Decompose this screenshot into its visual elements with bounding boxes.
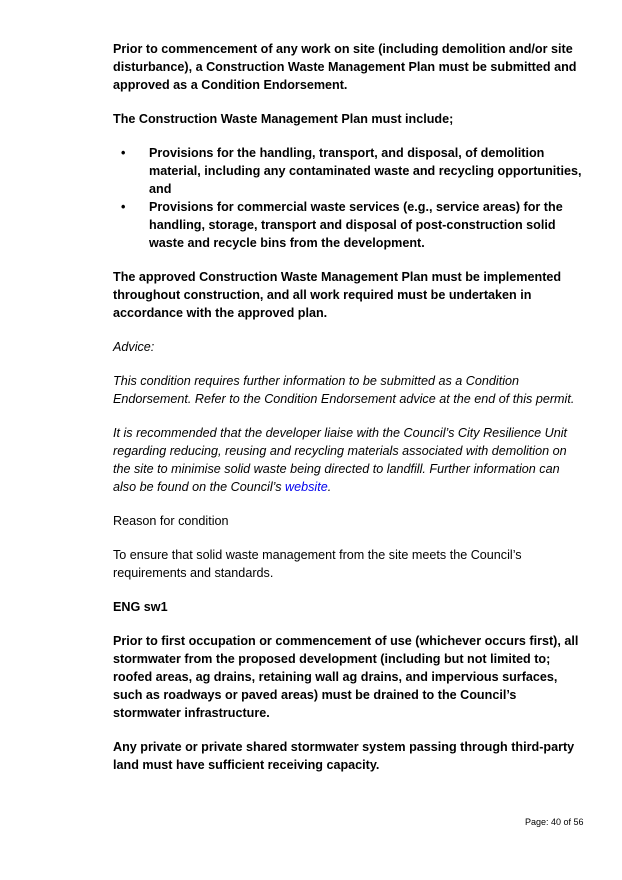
reason-paragraph: To ensure that solid waste management from the site meets the Council’s requirements and standards. — [113, 548, 522, 580]
recommendation-text: It is recommended that the developer liaise with the Council’s City Resilience Unit regarding reducing, reusing and recycling materials associated with demolition on the site to minimise solid waste being directed to landfill. Further information can also be found on the Council’s — [113, 426, 568, 494]
list-item-text: Provisions for the handling, transport, and disposal, of demolition material, including any contaminated waste and recycling opportunities, and — [149, 146, 582, 196]
website-link[interactable]: website — [285, 480, 328, 494]
list-item — [113, 198, 583, 252]
stormwater-paragraph: Prior to first occupation or commencement of use (whichever occurs first), all stormwater from the proposed development (including but not limited to; roofed areas, ag drains, retaining wall ag drains, and impervious surfaces, such as roadways or paved areas) must be drained to the Council’s stormwater infrastructure. — [113, 634, 579, 720]
reason-label: Reason for condition — [113, 514, 229, 528]
condition-intro-paragraph: Prior to commencement of any work on site (including demolition and/or site disturbance), a Construction Waste Management Plan must be submitted and approved as a Condition Endorsement. — [113, 42, 577, 92]
requirements-list — [113, 144, 583, 252]
advice-label: Advice: — [113, 340, 155, 354]
document-body — [113, 40, 583, 790]
third-party-paragraph: Any private or private shared stormwater system passing through third-party land must have sufficient receiving capacity. — [113, 740, 575, 772]
bullet-icon: • — [121, 200, 126, 214]
page-number: Page: 40 of 56 — [525, 817, 584, 827]
section-heading: ENG sw1 — [113, 600, 168, 614]
recommendation-end: . — [327, 480, 332, 494]
bullet-icon: • — [121, 146, 126, 160]
advice-paragraph: This condition requires further information to be submitted as a Condition Endorsement. Refer to the Condition Endorsement advice at the end of this permit. — [113, 374, 575, 406]
implementation-paragraph: The approved Construction Waste Management Plan must be implemented throughout construction, and all work required must be undertaken in accordance with the approved plan. — [113, 270, 562, 320]
recommendation-paragraph — [113, 424, 583, 496]
list-item — [113, 144, 583, 198]
list-item-text: Provisions for commercial waste services (e.g., service areas) for the handling, storage, transport and disposal of post-construction solid waste and recycle bins from the development. — [149, 200, 563, 250]
plan-requirements-heading: The Construction Waste Management Plan must include; — [113, 112, 454, 126]
